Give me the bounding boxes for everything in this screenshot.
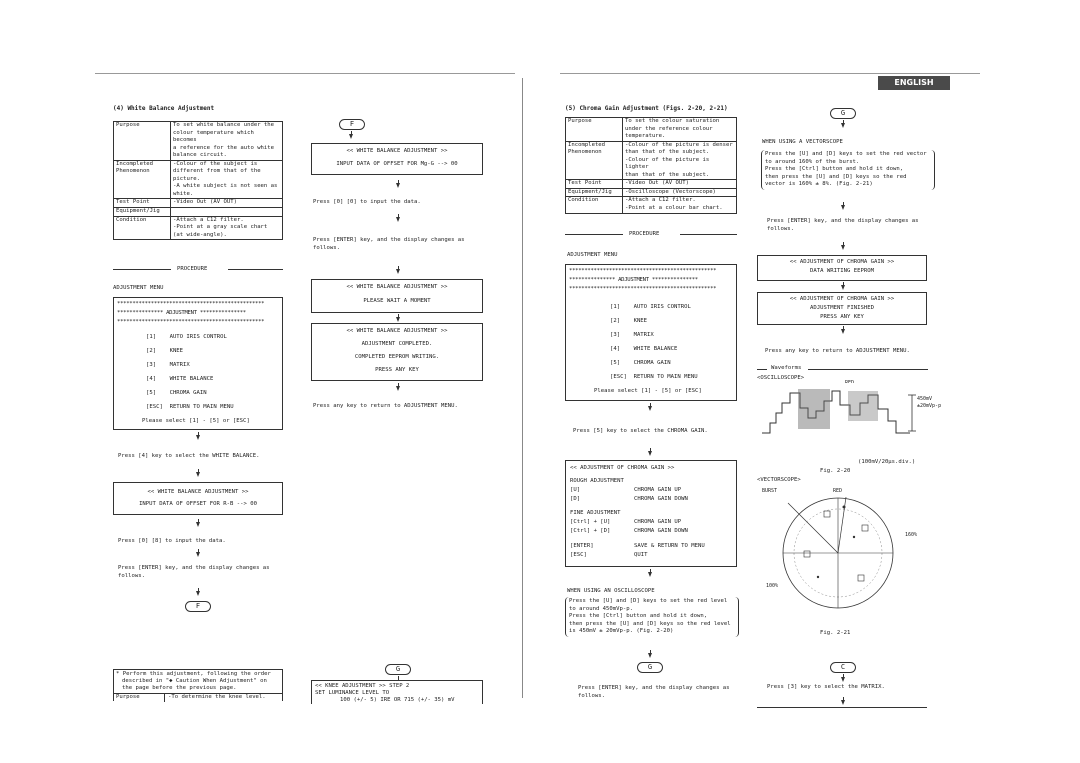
sec5-enter-action: SAVE & RETURN TO MENU	[634, 543, 705, 549]
sec5-procedure-divider	[565, 231, 737, 238]
col4-burst-label: BURST	[762, 488, 778, 494]
sec5-esc-key: [ESC]	[570, 552, 587, 558]
arrow-down-icon	[196, 552, 200, 557]
sec4-procedure-divider	[113, 266, 283, 273]
sec4-stars-3: ************************************************	[117, 319, 265, 325]
sec4-row-equipment-value	[171, 208, 283, 217]
arrow-down-icon	[396, 317, 400, 322]
sec5-spec-table	[565, 117, 737, 214]
col4-450mv-label: 450mV	[917, 396, 933, 402]
col4-press-any: Press any key to return to ADJUSTMENT MENU.	[765, 348, 910, 354]
col4-scale-label: (100mV/20μs.div.)	[858, 459, 916, 465]
sec4-procedure-label: PROCEDURE	[177, 266, 208, 272]
sec5-procedure-label: PROCEDURE	[629, 231, 660, 237]
arrow-down-icon	[648, 653, 652, 658]
arrow-down-icon	[841, 123, 845, 128]
sec4-row-incomplete-value: -Colour of the subject is different from that of the picture. -A white subject is not seen as white.	[171, 160, 283, 199]
col2-complete-line-3: PRESS ANY KEY	[375, 367, 419, 373]
knee-step2-line-2: 100 (+/- 5) IRE OR 715 (+/- 35) mV	[340, 697, 455, 703]
arrow-down-icon	[841, 329, 845, 334]
col2-complete-line-2: COMPLETED EEPROM WRITING.	[354, 354, 440, 360]
sec5-osc-line-2: to around 450mVp-p.	[569, 605, 633, 612]
sec4-row-equipment-key: Equipment/Jig	[114, 208, 171, 217]
sec5-menu-title: ADJUSTMENT MENU	[567, 252, 618, 258]
sec5-rough-label: ROUGH ADJUSTMENT	[570, 478, 624, 484]
col4-eeprom-box	[757, 255, 927, 281]
language-badge: ENGLISH	[878, 76, 950, 90]
oscilloscope-waveform	[760, 383, 935, 438]
sec5-menu-box	[565, 264, 737, 401]
sec4-press-08: Press [0] [8] to input the data.	[118, 538, 226, 544]
arrow-down-icon	[648, 406, 652, 411]
col4-finished-title: << ADJUSTMENT OF CHROMA GAIN >>	[789, 296, 895, 302]
col4-20mv-label: ±20mVp-p	[917, 403, 942, 409]
sec5-stars-3: ************************************************	[569, 286, 717, 292]
connector-c-icon: C	[830, 662, 856, 673]
top-rule-left	[95, 73, 515, 74]
sec5-row-equipment-value: -Oscilloscope (Vectorscope)	[623, 188, 737, 197]
connector-g-icon: G	[830, 108, 856, 119]
col2-press-enter: Press [ENTER] key, and the display changes as follows.	[313, 237, 465, 251]
sec5-rough-key-u: [U]	[570, 487, 581, 493]
col4-vec-note	[761, 150, 935, 190]
sec5-title: (5) Chroma Gain Adjustment (Figs. 2-20, 2-21)	[565, 105, 728, 112]
sec5-osc-line-5: is 450mV ± 20mVp-p. (Fig. 2-20)	[569, 628, 674, 635]
sec5-fine-up: CHROMA GAIN UP	[634, 519, 682, 525]
knee-purpose-value: -To determine the knee level.	[168, 694, 266, 700]
sec5-osc-line-1: Press the [U] and [D] keys to set the red level	[569, 598, 728, 604]
col2-wait-box-title: << WHITE BALANCE ADJUSTMENT >>	[346, 284, 448, 290]
sec4-stars-2: *************** ADJUSTMENT ***************	[117, 310, 246, 316]
knee-step2-line-1: SET LUMINANCE LEVEL TO	[315, 690, 390, 696]
sec5-menu-item: [ESC] RETURN TO MAIN MENU	[610, 374, 698, 380]
arrow-down-icon	[841, 245, 845, 250]
col2-press-any: Press any key to return to ADJUSTMENT MENU.	[313, 403, 458, 409]
sec5-fine-key-d: [Ctrl] + [D]	[570, 528, 611, 534]
arrow-down-icon	[196, 435, 200, 440]
knee-note-line-2: described in "◆ Caution When Adjustment" on	[122, 678, 267, 684]
col2-complete-box	[311, 323, 483, 381]
sec4-row-condition-value: -Attach a C12 filter. -Point at a gray scale chart (at wide-angle).	[171, 216, 283, 240]
knee-step2-box	[311, 680, 483, 704]
sec4-spec-table	[113, 121, 283, 240]
col2-mg-box	[311, 143, 483, 175]
sec5-press-enter: Press [ENTER] key, and the display changes as follows.	[578, 685, 730, 699]
col4-press-enter: Press [ENTER] key, and the display changes as follows.	[767, 218, 919, 232]
connector-g-icon: G	[385, 664, 411, 675]
sec4-menu-item: [5] CHROMA GAIN	[146, 390, 207, 396]
sec5-menu-item: [2] KNEE	[610, 318, 648, 324]
col4-red2-label: RED	[833, 488, 843, 494]
col2-wait-box-line: PLEASE WAIT A MOMENT	[363, 298, 431, 304]
arrow-down-icon	[196, 522, 200, 527]
sec5-osc-note	[565, 597, 739, 637]
sec5-osc-title: WHEN USING AN OSCILLOSCOPE	[567, 588, 655, 594]
arrow-down-icon	[841, 205, 845, 210]
col2-mg-box-title: << WHITE BALANCE ADJUSTMENT >>	[346, 148, 448, 154]
sec4-press-enter: Press [ENTER] key, and the display changes as follows.	[118, 565, 270, 579]
sec4-title: (4) White Balance Adjustment	[113, 105, 215, 112]
arrow-down-icon	[841, 285, 845, 290]
sec4-menu-title: ADJUSTMENT MENU	[113, 285, 164, 291]
col4-fig20-caption: Fig. 2-20	[820, 468, 851, 474]
connector-g-icon: G	[637, 662, 663, 673]
sec4-row-condition-key: Condition	[114, 216, 171, 240]
sec4-menu-item: [ESC] RETURN TO MAIN MENU	[146, 404, 234, 410]
sec4-menu-item: [1] AUTO IRIS CONTROL	[146, 334, 227, 340]
sec4-select-prompt: Please select [1] - [5] or [ESC]	[142, 418, 250, 424]
col4-fig21-caption: Fig. 2-21	[820, 630, 851, 636]
sec4-rb-box	[113, 482, 283, 515]
sec4-menu-item: [4] WHITE BALANCE	[146, 376, 214, 382]
arrow-down-icon	[196, 472, 200, 477]
sec5-row-incomplete-value: -Colour of the picture is denser than that of the subject. -Colour of the picture is lighter than that of the subject.	[623, 141, 737, 180]
sec5-row-condition-value: -Attach a C12 filter. -Point at a colour bar chart.	[623, 197, 737, 213]
sec4-row-testpoint-key: Test Point	[114, 199, 171, 208]
sec5-chroma-box	[565, 460, 737, 567]
arrow-down-icon	[841, 677, 845, 682]
arrow-down-icon	[349, 134, 353, 139]
sec5-select-prompt: Please select [1] - [5] or [ESC]	[594, 388, 702, 394]
sec5-rough-down: CHROMA GAIN DOWN	[634, 496, 688, 502]
knee-note-line-3: the page before the previous page.	[122, 685, 237, 691]
sec5-rough-key-d: [D]	[570, 496, 581, 502]
col4-finished-line-2: PRESS ANY KEY	[820, 314, 864, 320]
col4-eeprom-line: DATA WRITING EEPROM	[810, 268, 874, 274]
sec4-row-purpose-value: To set white balance under the colour temperature which becomes a reference for the auto white balance circuit.	[171, 122, 283, 161]
col4-100-label: 100%	[766, 583, 779, 589]
sec5-fine-down: CHROMA GAIN DOWN	[634, 528, 688, 534]
col4-finished-box	[757, 292, 927, 325]
sec4-rb-box-line: INPUT DATA OF OFFSET FOR R-B --> 00	[139, 501, 257, 507]
col2-mg-box-line: INPUT DATA OF OFFSET FOR Mg-G --> 00	[336, 161, 458, 167]
sec5-osc-line-4: then press the [U] and [D] keys so the red level	[569, 620, 731, 627]
sec5-stars-1: ************************************************	[569, 268, 717, 274]
knee-purpose-key: Purpose	[116, 694, 140, 700]
arrow-down-icon	[396, 386, 400, 391]
sec5-esc-action: QUIT	[634, 552, 648, 558]
sec5-menu-item: [5] CHROMA GAIN	[610, 360, 671, 366]
col4-vec-label: <VECTORSCOPE>	[757, 477, 801, 483]
sec4-rb-box-title: << WHITE BALANCE ADJUSTMENT >>	[147, 489, 249, 495]
sec5-row-incomplete-key: Incompleted Phenomenon	[566, 141, 623, 180]
vectorscope-graticule	[778, 493, 898, 613]
knee-step2-title: << KNEE ADJUSTMENT >> STEP 2	[315, 683, 410, 689]
col2-complete-line-1: ADJUSTMENT COMPLETED.	[361, 341, 433, 347]
arrow-down-icon	[648, 572, 652, 577]
page-fold	[522, 78, 523, 698]
col2-press-00: Press [0] [0] to input the data.	[313, 199, 421, 205]
col4-vec-line-5: vector is 160% ± 8%. (Fig. 2-21)	[765, 181, 873, 188]
arrow-down-icon	[648, 451, 652, 456]
col4-vec-line-3: Press the [Ctrl] button and hold it down,	[765, 166, 904, 173]
col2-complete-title: << WHITE BALANCE ADJUSTMENT >>	[346, 328, 448, 334]
col4-finished-line-1: ADJUSTMENT FINISHED	[810, 305, 874, 311]
col4-vec-title: WHEN USING A VECTORSCOPE	[762, 139, 843, 145]
sec4-stars-1: ************************************************	[117, 301, 265, 307]
arrow-down-icon	[396, 269, 400, 274]
sec5-row-purpose-value: To set the colour saturation under the reference colour temperature.	[623, 118, 737, 142]
sec4-menu-item: [3] MATRIX	[146, 362, 190, 368]
col4-press-3: Press [3] key to select the MATRIX.	[767, 684, 885, 690]
col4-osc-label: <OSCILLOSCOPE>	[757, 375, 805, 381]
sec5-stars-2: *************** ADJUSTMENT ***************	[569, 277, 698, 283]
sec5-menu-item: [1] AUTO IRIS CONTROL	[610, 304, 691, 310]
col4-vec-line-2: to around 160% of the burst.	[765, 158, 860, 165]
connector-f-icon: F	[339, 119, 365, 130]
sec5-chroma-title: << ADJUSTMENT OF CHROMA GAIN >>	[570, 465, 675, 471]
sec4-press-4: Press [4] key to select the WHITE BALANCE.	[118, 453, 260, 459]
sec5-menu-item: [4] WHITE BALANCE	[610, 346, 678, 352]
sec5-rough-up: CHROMA GAIN UP	[634, 487, 682, 493]
sec5-enter-key: [ENTER]	[570, 543, 594, 549]
arrow-down-icon	[196, 591, 200, 596]
sec5-press-5: Press [5] key to select the CHROMA GAIN.	[573, 428, 708, 434]
sec5-fine-key-u: [Ctrl] + [U]	[570, 519, 611, 525]
sec5-fine-label: FINE ADJUSTMENT	[570, 510, 621, 516]
top-rule-right	[560, 73, 980, 74]
sec5-row-condition-key: Condition	[566, 197, 623, 213]
sec5-row-equipment-key: Equipment/Jig	[566, 188, 623, 197]
col2-wait-box	[311, 279, 483, 313]
sec4-row-testpoint-value: -Video Out (AV OUT)	[171, 199, 283, 208]
col4-vec-line-4: then press the [U] and [D] keys so the red	[765, 173, 907, 180]
sec5-row-testpoint-value: -Video Out (AV OUT)	[623, 180, 737, 189]
sec4-menu-item: [2] KNEE	[146, 348, 184, 354]
sec5-osc-line-3: Press the [Ctrl] button and hold it down,	[569, 613, 708, 620]
arrow-down-icon	[396, 217, 400, 222]
sec5-row-testpoint-key: Test Point	[566, 180, 623, 189]
arrow-down-icon	[841, 700, 845, 705]
col4-vec-line-1: Press the [U] and [D] keys to set the red vector	[765, 151, 927, 157]
sec4-row-incomplete-key: Incompleted Phenomenon	[114, 160, 171, 199]
sec5-row-purpose-key: Purpose	[566, 118, 623, 142]
connector-f-icon: F	[185, 601, 211, 612]
sec4-menu-box	[113, 297, 283, 430]
knee-note-line-1: * Perform this adjustment, following the order	[116, 671, 271, 677]
col4-eeprom-title: << ADJUSTMENT OF CHROMA GAIN >>	[789, 259, 895, 265]
sec4-row-purpose-key: Purpose	[114, 122, 171, 161]
col4-waveforms-label: Waveforms	[771, 365, 802, 371]
arrow-down-icon	[396, 183, 400, 188]
sec5-menu-item: [3] MATRIX	[610, 332, 654, 338]
knee-note-box	[113, 669, 283, 701]
col4-160-label: 160%	[905, 532, 918, 538]
